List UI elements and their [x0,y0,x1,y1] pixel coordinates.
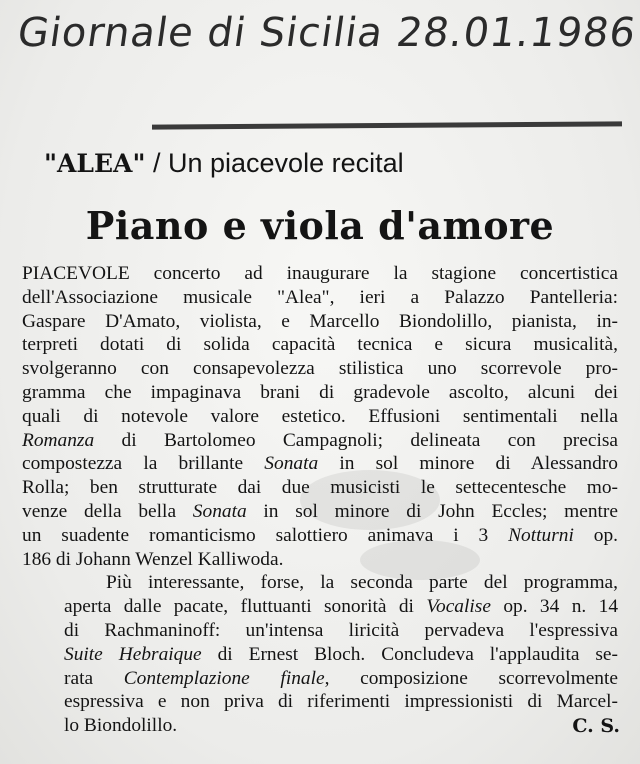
header-rule [152,121,622,129]
text-line: PIACEVOLE concerto ad inaugurare la stagione concertistica [22,263,618,284]
text-line: 186 di Johann Wenzel Kalliwoda. [22,548,284,570]
text-line: di Rachmaninoff: un'intensa liricità pervadeva l'espressiva [64,619,618,641]
text-line: venze della bella Sonata in sol minore di John Eccles; mentre [22,500,618,522]
article-body [22,262,618,738]
text-line: espressiva e non priva di riferimenti impressionisti di Marcel- [64,691,618,713]
text-line: un suadente romanticismo salottiero animava i 3 Notturni op. [22,524,618,546]
article-kicker [44,148,404,179]
text-line: svolgeranno con consapevolezza stilistica uno scorrevole pro- [22,358,618,380]
text-line: Suite Hebraique di Ernest Bloch. Concludeva l'applaudita se- [64,643,618,665]
paragraph-1 [22,262,618,571]
text-line: dell'Associazione musicale "Alea", ieri a Palazzo Pantelleria: [22,286,618,308]
text-line: aperta dalle pacate, fluttuanti sonorità di Vocalise op. 34 n. 14 [64,596,619,618]
text-line: compostezza la brillante Sonata in sol minore di Alessandro [22,453,618,475]
text-line: Gaspare D'Amato, violista, e Marcello Biondolillo, pianista, in- [22,310,618,332]
paragraph-2 [22,571,618,738]
text-line: Rolla; ben strutturate dai due musicisti le settecentesche mo- [22,477,618,499]
text-line: gramma che impaginava brani di gradevole ascolto, alcuni dei [22,381,618,403]
text-line: lo Biondolillo. [64,715,178,737]
text-line: rata Contemplazione finale, composizione scorrevolmente [64,667,618,689]
text-line: quali di notevole valore estetico. Effusioni sentimentali nella [22,405,618,427]
kicker-name: "ALEA" [44,149,146,178]
text-line: Romanza di Bartolomeo Campagnoli; delineata con precisa [22,429,618,451]
author-signature: C. S. [572,715,620,737]
text-line: terpreti dotati di solida capacità tecnica e sicura musicalità, [22,334,618,356]
text-line: Più interessante, forse, la seconda parte del programma, [106,572,618,594]
article-headline: Piano e viola d'amore [85,203,555,248]
handwritten-note-text: Giornale di Sicilia 28.01.1986 [14,10,640,56]
handwritten-source-note [14,10,640,84]
kicker-subtitle: / Un piacevole recital [145,148,404,178]
